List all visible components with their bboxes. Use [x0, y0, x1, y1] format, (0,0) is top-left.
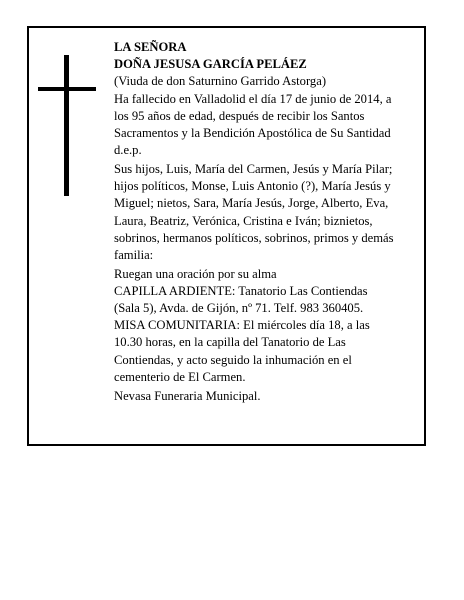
family-line-4: Laura, Beatriz, Verónica, Cristina e Iván; biznietos,	[114, 213, 373, 228]
mass-line-2: 10.30 horas, en la capilla del Tanatorio de Las	[114, 335, 346, 350]
deceased-name: DOÑA JESUSA GARCÍA PELÁEZ	[114, 57, 307, 72]
death-line-3: Sacramentos y la Bendición Apostólica de Su Santidad	[114, 126, 391, 141]
family-line-1: Sus hijos, Luis, María del Carmen, Jesús y María Pilar;	[114, 161, 393, 176]
family-line-5: sobrinos, hermanos políticos, sobrinos, primos y demás	[114, 230, 394, 245]
cross-horizontal-bar	[38, 87, 96, 91]
mass-line-4: cementerio de El Carmen.	[114, 369, 246, 384]
prayer-line: Ruegan una oración por su alma	[114, 266, 277, 281]
chapel-line-2: (Sala 5), Avda. de Gijón, nº 71. Telf. 983 360405.	[114, 301, 364, 316]
mass-line-1: MISA COMUNITARIA: El miércoles día 18, a las	[114, 318, 370, 333]
death-line-1: Ha fallecido en Valladolid el día 17 de junio de 2014, a	[114, 91, 392, 106]
death-line-4: d.e.p.	[114, 143, 142, 158]
funeral-home-line: Nevasa Funeraria Municipal.	[114, 388, 261, 403]
family-line-2: hijos políticos, Monse, Luis Antonio (?), María Jesús y	[114, 179, 391, 194]
family-line-6: familia:	[114, 247, 154, 262]
cross-icon	[38, 55, 96, 196]
death-line-2: los 95 años de edad, después de recibir los Santos	[114, 108, 365, 123]
widow-line: (Viuda de don Saturnino Garrido Astorga)	[114, 74, 327, 89]
cross-vertical-bar	[64, 55, 69, 196]
mass-line-3: Contiendas, y acto seguido la inhumación en el	[114, 352, 352, 367]
family-line-3: Miguel; nietos, Sara, María Jesús, Jorge, Alberto, Eva,	[114, 196, 389, 211]
notice-heading-title: LA SEÑORA	[114, 40, 187, 54]
chapel-line-1: CAPILLA ARDIENTE: Tanatorio Las Contiendas	[114, 283, 368, 298]
obituary-text	[114, 39, 422, 405]
